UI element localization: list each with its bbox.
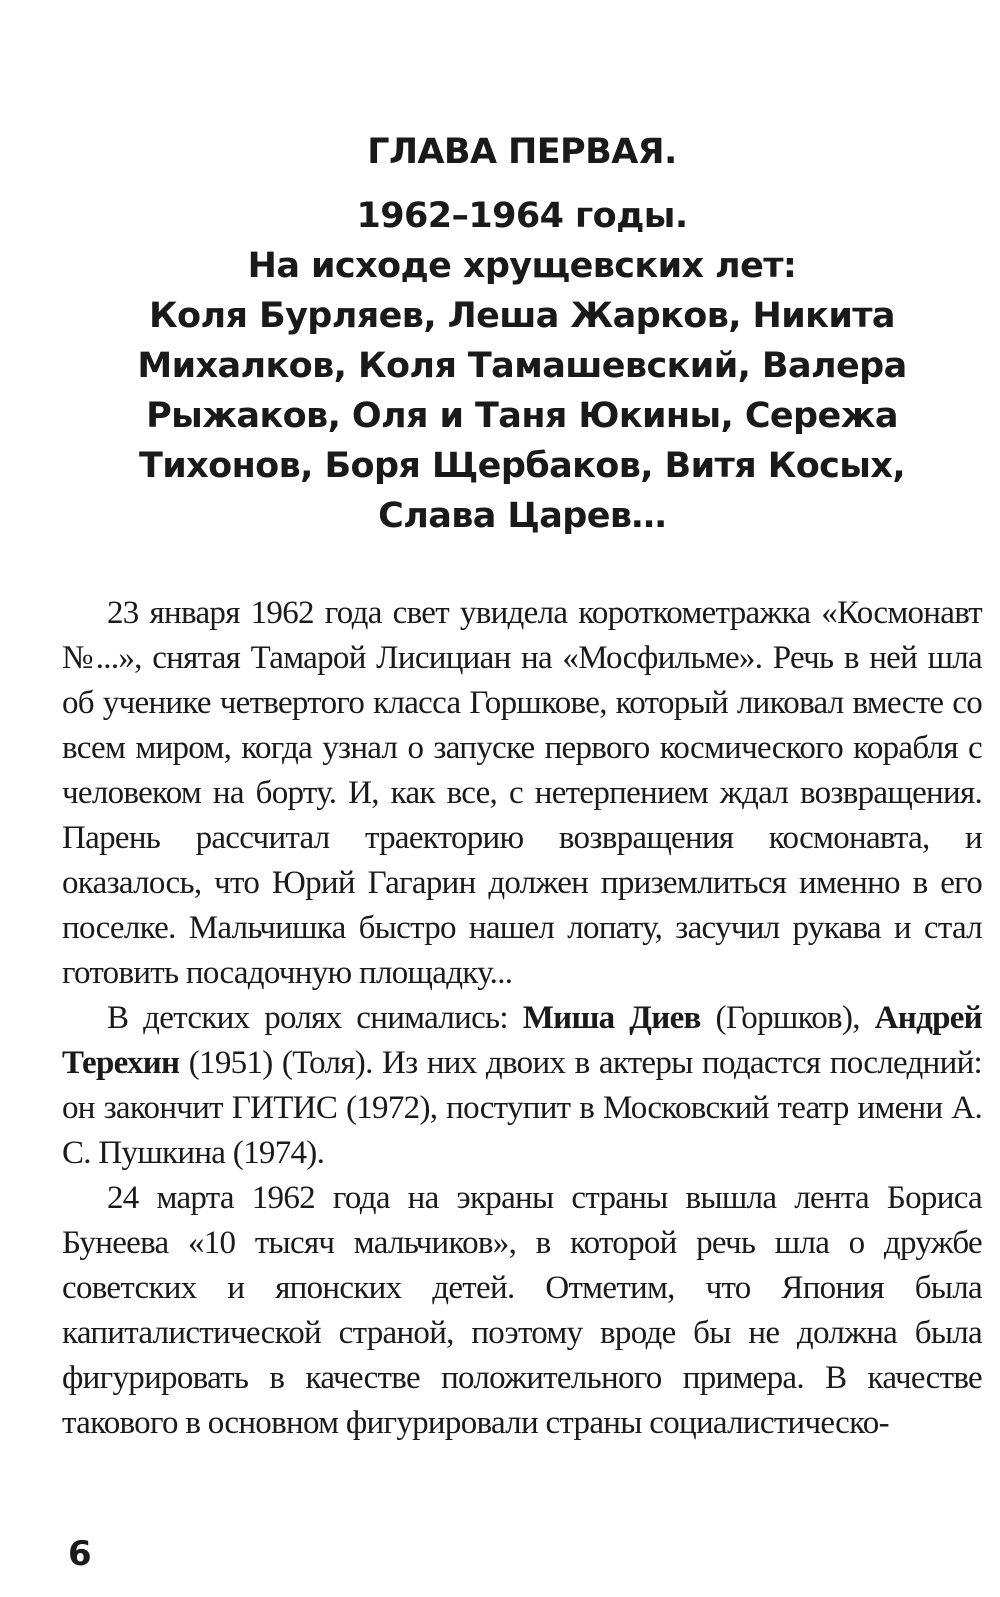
paragraph-2-lead: В детских ролях снимались: — [107, 1000, 523, 1036]
chapter-body — [62, 591, 982, 1446]
page-number: 6 — [68, 1534, 92, 1574]
subtitle-line: Рыжаков, Оля и Таня Юкины, Сережа — [146, 396, 898, 436]
paragraph-3: 24 марта 1962 года на экраны страны вышла лента Бориса Бунеева «10 тысяч мальчиков», в которой речь шла о дружбе советских и японских детей. Отметим, что Япония была капиталистической страной, поэтому вроде бы не должна была фигурировать в качестве положительного примера. В качестве такового в основном фигурировали страны социалистическо- — [62, 1180, 982, 1441]
chapter-period: 1962–1964 годы. — [356, 196, 688, 236]
paragraph-2 — [62, 996, 982, 1176]
subtitle-line: На исходе хрущевских лет: — [247, 246, 797, 286]
actor-name-diev: Миша Диев — [522, 1000, 701, 1036]
paragraph-2-role: (Горшков), — [700, 1000, 875, 1036]
subtitle-line: Тихонов, Боря Щербаков, Витя Косых, — [138, 446, 906, 486]
subtitle-line: Слава Царев… — [378, 496, 666, 536]
paragraph-1: 23 января 1962 года свет увидела короткометражка «Космонавт №...», снятая Тамарой Лисициан на «Мосфильме». Речь в ней шла об ученике четвертого класса Горшкове, который ликовал вместе со всем миром, когда узнал о запуске первого космического корабля с человеком на борту. И, как все, с нетерпением ждал возвращения. Парень рассчитал траекторию возвращения космонавта, и оказалось, что Юрий Гагарин должен приземлиться именно в его поселке. Мальчишка быстро нашел лопату, засучил рукава и стал готовить посадочную площадку... — [62, 595, 982, 991]
subtitle-line: Михалков, Коля Тамашевский, Валера — [137, 346, 907, 386]
chapter-subtitle — [62, 241, 982, 541]
paragraph-2-rest: (1951) (Толя). Из них двоих в актеры подастся последний: он закончит ГИТИС (1972), поступит в Московский театр имени А. С. Пушкина (1974). — [62, 1045, 982, 1171]
chapter-title: ГЛАВА ПЕРВАЯ. — [367, 132, 677, 172]
subtitle-line: Коля Бурляев, Леша Жарков, Никита — [149, 296, 895, 336]
actor-name-terekhin: Андрей Терехин — [62, 1000, 982, 1081]
